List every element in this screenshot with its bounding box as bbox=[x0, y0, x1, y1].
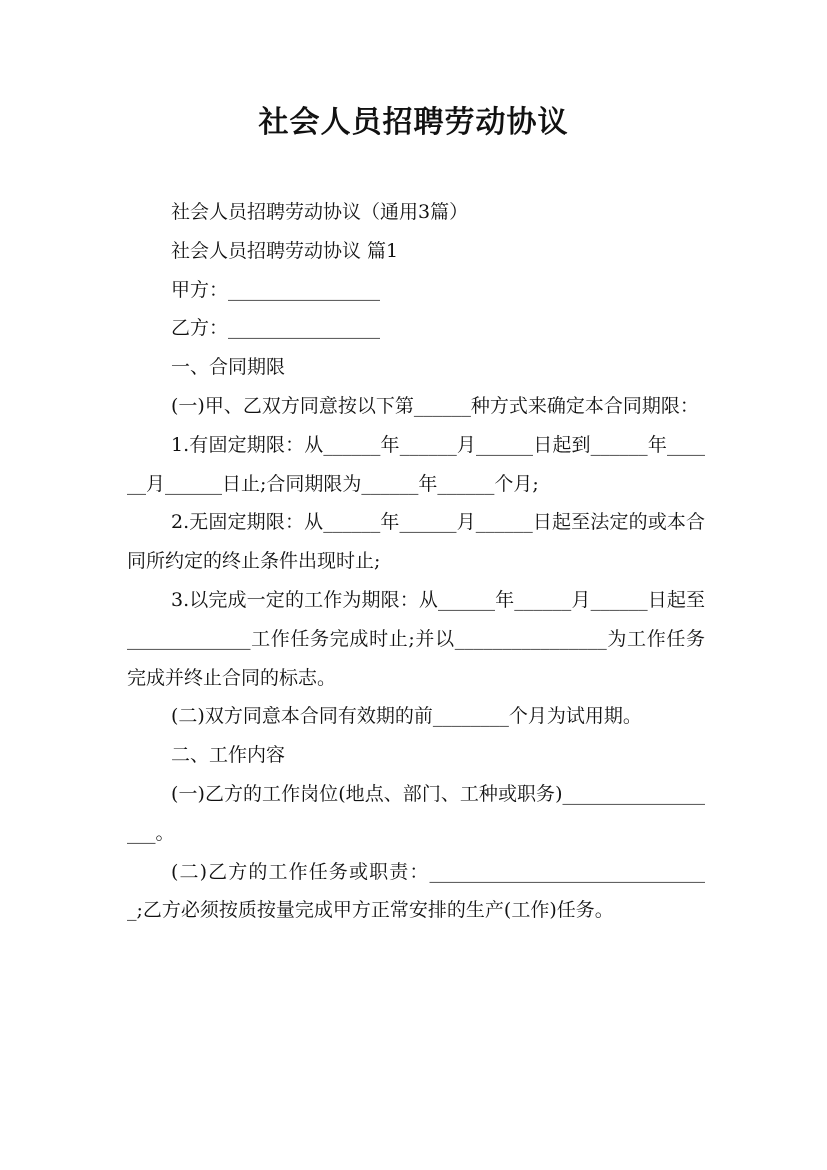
clause-heading: 二、工作内容 bbox=[171, 744, 286, 767]
clause-heading: 一、合同期限 bbox=[171, 356, 286, 379]
clause-paragraph: 2.无固定期限：从______年______月______日起至法定的或本合同所约定的终止条件出现时止; bbox=[127, 511, 705, 573]
party-a-line: 甲方：________________ bbox=[171, 278, 381, 301]
clause-paragraph: 3.以完成一定的工作为期限：从______年______月______日起至_____________工作任务完成时止;并以________________为工作任务完成并终止合同的标志。 bbox=[127, 588, 705, 689]
section-heading: 社会人员招聘劳动协议 篇1 bbox=[171, 239, 399, 262]
clause-paragraph: (一)乙方的工作岗位(地点、部门、工种或职务)__________________。 bbox=[127, 782, 705, 844]
clause-paragraph: (二)双方同意本合同有效期的前________个月为试用期。 bbox=[171, 705, 642, 728]
party-b-line: 乙方：________________ bbox=[171, 317, 381, 340]
clause-paragraph: (二)乙方的工作任务或职责：______________________________;乙方必须按质按量完成甲方正常安排的生产(工作)任务。 bbox=[127, 860, 705, 922]
document-title: 社会人员招聘劳动协议 bbox=[258, 105, 569, 140]
clause-paragraph: 1.有固定期限：从______年______月______日起到______年______月______日止;合同期限为______年______个月; bbox=[127, 433, 705, 495]
clause-paragraph: (一)甲、乙双方同意按以下第______种方式来确定本合同期限： bbox=[171, 394, 699, 417]
doc-subtitle: 社会人员招聘劳动协议（通用3篇） bbox=[171, 201, 469, 223]
document-body bbox=[127, 193, 705, 930]
